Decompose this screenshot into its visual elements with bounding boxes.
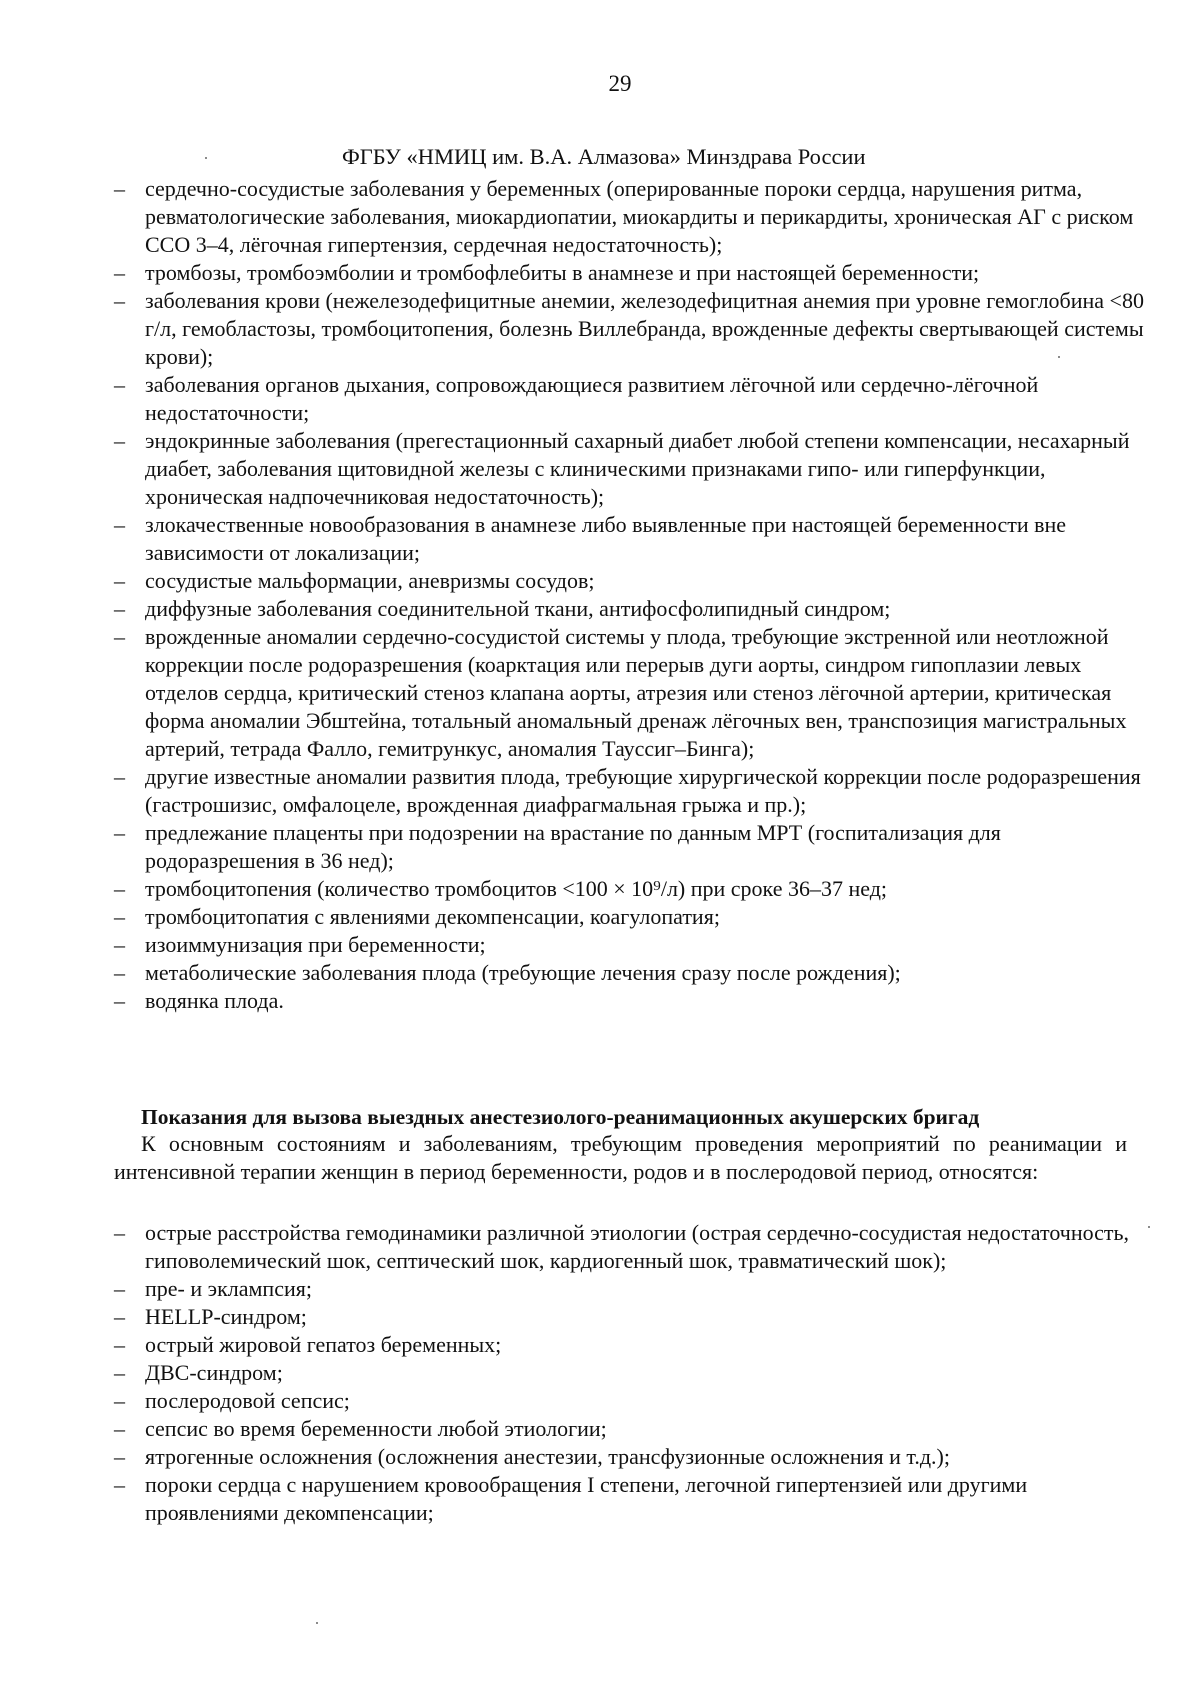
dash-bullet: – — [114, 1444, 125, 1469]
dash-bullet: – — [114, 288, 125, 313]
section-intro: К основным состояниям и заболеваниям, требующим проведения мероприятий по реанимации и интенсивной терапии женщин в период беременности, родов и в послеродовой период, относятся: — [114, 1131, 1127, 1184]
dash-bullet: – — [114, 1220, 125, 1245]
scan-speck — [316, 1622, 318, 1624]
dash-bullet: – — [114, 1276, 125, 1301]
dash-bullet: – — [114, 596, 125, 621]
list-item — [114, 567, 1154, 595]
section-heading: Показания для вызова выездных анестезиолого-реанимационных акушерских бригад — [141, 1105, 980, 1129]
list-item — [114, 931, 1154, 959]
dash-bullet: – — [114, 1360, 125, 1385]
list-item — [114, 259, 1154, 287]
dash-bullet: – — [114, 988, 125, 1013]
list-item-text: ятрогенные осложнения (осложнения анестезии, трансфузионные осложнения и т.д.); — [145, 1444, 950, 1469]
list-item-text: заболевания органов дыхания, сопровождающиеся развитием лёгочной или сердечно-лёгочной недостаточности; — [145, 372, 1039, 425]
list-item-text: острый жировой гепатоз беременных; — [145, 1332, 502, 1357]
list-item — [114, 1415, 1154, 1443]
list-item — [114, 1443, 1154, 1471]
dash-bullet: – — [114, 1388, 125, 1413]
list-item-text: пре- и эклампсия; — [145, 1276, 312, 1301]
dash-bullet: – — [114, 1472, 125, 1497]
list-item-text: тромбоцитопатия с явлениями декомпенсации, коагулопатия; — [145, 904, 720, 929]
dash-bullet: – — [114, 260, 125, 285]
page-number: 29 — [608, 71, 632, 96]
list-item — [114, 987, 1154, 1015]
dash-bullet: – — [114, 960, 125, 985]
dash-bullet: – — [114, 176, 125, 201]
list-item-text: тромбоцитопения (количество тромбоцитов <100 × 10⁹/л) при сроке 36–37 нед; — [145, 876, 888, 901]
scan-speck — [1058, 356, 1060, 358]
list-item — [114, 1303, 1154, 1331]
dash-bullet: – — [114, 372, 125, 397]
list-item-text: сердечно-сосудистые заболевания у беременных (оперированные пороки сердца, нарушения ритма, ревматологические заболевания, миокардиопатии, миокардиты и перикардиты, хроническая АГ с риском ССО 3–4, лёгочная гипертензия, сердечная недостаточность); — [145, 176, 1134, 257]
hospitalization-criteria-list — [114, 175, 1154, 1015]
dash-bullet: – — [114, 568, 125, 593]
list-item — [114, 1331, 1154, 1359]
list-item-text: врожденные аномалии сердечно-сосудистой системы у плода, требующие экстренной или неотложной коррекции после родоразрешения (коарктация или перерыв дуги аорты, синдром гипоплазии левых отделов сердца, критический стеноз клапана аорты, атрезия или стеноз лёгочной артерии, критическая форма аномалии Эбштейна, тотальный аномальный дренаж лёгочных вен, транспозиция магистральных артерий, тетрада Фалло, гемитрункус, аномалия Тауссиг–Бинга); — [145, 624, 1127, 761]
list-item — [114, 287, 1154, 371]
list-item-text: злокачественные новообразования в анамнезе либо выявленные при настоящей беременности вне зависимости от локализации; — [145, 512, 1067, 565]
dash-bullet: – — [114, 1332, 125, 1357]
list-item — [114, 959, 1154, 987]
list-item — [114, 371, 1154, 427]
list-item — [114, 903, 1154, 931]
list-item-text: сепсис во время беременности любой этиологии; — [145, 1416, 607, 1441]
list-item-text: HELLP-синдром; — [145, 1304, 307, 1329]
dash-bullet: – — [114, 876, 125, 901]
dash-bullet: – — [114, 428, 125, 453]
list-item-text: заболевания крови (нежелезодефицитные анемии, железодефицитная анемия при уровне гемоглобина <80 г/л, гемобластозы, тромбоцитопения, болезнь Виллебранда, врожденные дефекты свертывающей системы крови); — [145, 288, 1144, 369]
list-item-text: метаболические заболевания плода (требующие лечения сразу после рождения); — [145, 960, 901, 985]
list-item — [114, 1275, 1154, 1303]
list-item — [114, 511, 1154, 567]
list-item — [114, 1359, 1154, 1387]
emergency-indications-list — [114, 1219, 1154, 1527]
list-item — [114, 595, 1154, 623]
list-item-text: послеродовой сепсис; — [145, 1388, 350, 1413]
list-item-text: предлежание плаценты при подозрении на врастание по данным МРТ (госпитализация для родоразрешения в 36 нед); — [145, 820, 1001, 873]
list-item-text: водянка плода. — [145, 988, 284, 1013]
dash-bullet: – — [114, 1416, 125, 1441]
list-item-text: диффузные заболевания соединительной ткани, антифосфолипидный синдром; — [145, 596, 891, 621]
list-item — [114, 1471, 1154, 1527]
list-item — [114, 875, 1154, 903]
page-header: ФГБУ «НМИЦ им. В.А. Алмазова» Минздрава России — [342, 144, 866, 169]
list-item — [114, 763, 1154, 819]
list-item-text: ДВС-синдром; — [145, 1360, 283, 1385]
list-item — [114, 175, 1154, 259]
dash-bullet: – — [114, 932, 125, 957]
dash-bullet: – — [114, 764, 125, 789]
list-item — [114, 427, 1154, 511]
list-item-text: острые расстройства гемодинамики различной этиологии (острая сердечно-сосудистая недостаточность, гиповолемический шок, септический шок, кардиогенный шок, травматический шок); — [145, 1220, 1130, 1273]
dash-bullet: – — [114, 512, 125, 537]
list-item-text: сосудистые мальформации, аневризмы сосудов; — [145, 568, 595, 593]
list-item-text: изоиммунизация при беременности; — [145, 932, 486, 957]
list-item — [114, 1387, 1154, 1415]
scan-speck — [205, 157, 207, 159]
scan-speck — [1148, 1226, 1150, 1228]
list-item-text: эндокринные заболевания (прегестационный сахарный диабет любой степени компенсации, несахарный диабет, заболевания щитовидной железы с клиническими признаками гипо- или гиперфункции, хроническая надпочечниковая недостаточность); — [145, 428, 1130, 509]
dash-bullet: – — [114, 624, 125, 649]
dash-bullet: – — [114, 1304, 125, 1329]
list-item — [114, 623, 1154, 763]
list-item — [114, 819, 1154, 875]
list-item-text: другие известные аномалии развития плода, требующие хирургической коррекции после родоразрешения (гастрошизис, омфалоцеле, врожденная диафрагмальная грыжа и пр.); — [145, 764, 1141, 817]
dash-bullet: – — [114, 820, 125, 845]
list-item-text: пороки сердца с нарушением кровообращения I степени, легочной гипертензией или другими проявлениями декомпенсации; — [145, 1472, 1028, 1525]
dash-bullet: – — [114, 904, 125, 929]
list-item — [114, 1219, 1154, 1275]
list-item-text: тромбозы, тромбоэмболии и тромбофлебиты в анамнезе и при настоящей беременности; — [145, 260, 980, 285]
